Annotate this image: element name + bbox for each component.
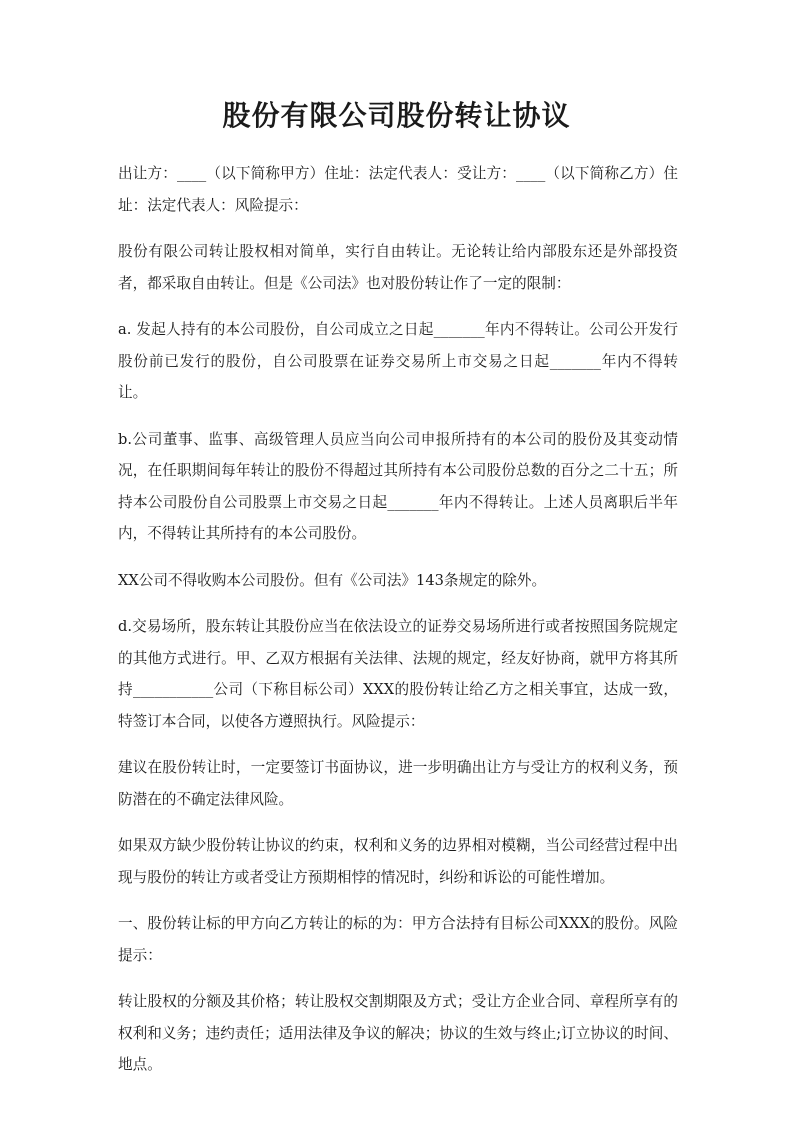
paragraph-advice-written-agreement: 建议在股份转让时，一定要签订书面协议，进一步明确出让方与受让方的权利义务，预防潜在的不确定法律风险。 xyxy=(118,759,678,808)
document-title: 股份有限公司股份转让协议 xyxy=(222,99,571,132)
paragraph-restriction-b: b.公司董事、监事、高级管理人员应当向公司申报所持有的本公司的股份及其变动情况，在任职期间每年转让的股份不得超过其所持有本公司股份总数的百分之二十五；所持本公司股份自公司股票上市交易之日起_______年内不得转让。上述人员离职后半年内，不得转让其所持有的本公司股份。 xyxy=(118,430,678,542)
paragraph-restriction-a: a. 发起人持有的本公司股份，自公司成立之日起_______年内不得转让。公司公开发行股份前已发行的股份，自公司股票在证券交易所上市交易之日起_______年内不得转让。 xyxy=(118,321,678,401)
document-body xyxy=(118,158,678,1096)
paragraph-buyback: XX公司不得收购本公司股份。但有《公司法》143条规定的除外。 xyxy=(118,571,547,589)
paragraph-dispute-risk: 如果双方缺少股份转让协议的约束，权利和义务的边界相对模糊，当公司经营过程中出现与股份的转让方或者受让方预期相悖的情况时，纠纷和诉讼的可能性增加。 xyxy=(118,837,678,886)
paragraph-restriction-d: d.交易场所，股东转让其股份应当在依法设立的证券交易场所进行或者按照国务院规定的其他方式进行。甲、乙双方根据有关法律、法规的规定，经友好协商，就甲方将其所持___________公司（下称目标公司）XXX的股份转让给乙方之相关事宜，达成一致，特签订本合同，以使各方遵照执行。风险提示： xyxy=(118,618,678,730)
paragraph-transfer-overview: 股份有限公司转让股权相对简单，实行自由转让。无论转让给内部股东还是外部投资者，都采取自由转让。但是《公司法》也对股份转让作了一定的限制： xyxy=(118,243,678,292)
paragraph-section-one-subject: 一、股份转让标的甲方向乙方转让的标的为：甲方合法持有目标公司XXX的股份。风险提示： xyxy=(118,915,678,964)
paragraph-parties: 出让方：____（以下简称甲方）住址：法定代表人：受让方：____（以下简称乙方）住址：法定代表人：风险提示： xyxy=(118,165,678,214)
paragraph-section-one-terms: 转让股权的分额及其价格；转让股权交割期限及方式；受让方企业合同、章程所享有的权利和义务；违约责任；适用法律及争议的解决；协议的生效与终止;订立协议的时间、地点。 xyxy=(118,993,678,1073)
